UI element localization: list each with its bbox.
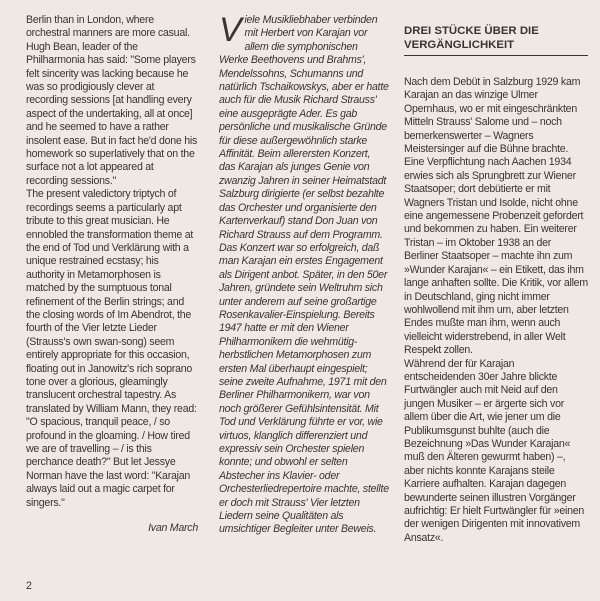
drop-cap: V	[219, 11, 242, 49]
page-number: 2	[26, 580, 32, 592]
german-section-column	[404, 14, 588, 545]
heading-rule	[404, 55, 588, 56]
german-paragraph-1: Nach dem Debüt in Salzburg 1929 kam Karajan an das winzige Ulmer Opernhaus, wo er mit eingeschränkten Mitteln Strauss' Salome und – noch bemerkenswerter – Wagners Meistersinger auf die Bühne brachte. Eine Verpflichtung nach Aachen 1934 erwies sich als Sprungbrett zur Wiener Staatsoper; dort debütierte er mit Wagners Tristan und Isolde, nicht ohne eine angemessene Probenzeit gefordert und bekommen zu haben. Ein weiterer Tristan – im Oktober 1938 an der Berliner Staatsoper – machte ihn zum »Wunder Karajan« – ein Etikett, das ihm lange anhaften sollte. Die Kritik, vor allem in Deutschland, ging nicht immer wohlwollend mit ihm um, aber letzten Endes mußte man ihm, wenn auch vielleicht widerstrebend, in aller Welt Respekt zollen.	[404, 76, 588, 357]
author-credit: Ivan March	[148, 522, 198, 535]
english-paragraph-2: The present valedictory triptych of recordings seems a particularly apt tribute to this great musician. He ennobled the transformation theme at the end of Tod und Verklärung with a unique restrained ecstasy; his authority in Metamorphosen is matched by the sumptuous tonal refinement of the Berlin strings; and the closing words of Im Abendrot, the fourth of the Vier letzte Lieder (Strauss's own swan-song) seem entirely appropriate for this occasion, floating out in Janowitz's rich soprano tone over a glorious, gleamingly translucent orchestral tapestry. As translated by William Mann, they read: "O spacious, tranquil peace, / so profound in the gloaming. / How tired we are of travelling – / is this perchance death?" But let Jessye Norman have the last word: "Karajan always laid out a magic carpet for singers."	[26, 188, 197, 509]
german-intro-paragraph	[219, 11, 389, 537]
german-paragraph-2: Während der für Karajan entscheidenden 30er Jahre blickte Furtwängler auch mit Neid auf den jungen Musiker – er ärgerte sich vor allem über die Art, wie jener um die Publikumsgunst buhlte (auch die Bezeichnung »Das Wunder Karajan« muß den Älteren gewurmt haben) –, aber nichts konnte Karajans steile Karriere aufhalten. Karajan dagegen bewunderte seinen illustren Vorgänger aufrichtig: Er hielt Furtwängler für »einen der wenigen Dirigenten mit innovativem Ansatz«.	[404, 357, 585, 544]
english-column	[26, 14, 198, 535]
english-paragraph-1: Berlin than in London, where orchestral manners are more casual. Hugh Bean, leader of the Philharmonia has said: "Some players felt sincerity was lacking because he was so prodigiously clever at recording sessions [at handling every aspect of the undertaking, all at once] and he seemed to have a rather insolent ease. But in fact he'd done his homework so superlatively that on the surface not a lot appeared at recording sessions."	[26, 14, 198, 187]
section-heading: DREI STÜCKE ÜBER DIE VERGÄNGLICHKEIT	[404, 25, 539, 51]
german-intro-text: iele Musikliebhaber verbinden mit Herbert von Karajan vor allem die symphonischen Werke Beethovens und Brahms', Mendelssohns, Schumanns und natürlich Tschaikowskys, aber er hatte auch für die Musik Richard Strauss' eine ausgeprägte Ader. Es gab persönliche und musikalische Gründe für diese außergewöhnlich starke Affinität. Beim allerersten Konzert, das Karajan als junges Genie von zwanzig Jahren in seiner Heimatstadt Salzburg dirigierte (er selbst bezahlte das Orchester und organisierte den Kartenverkauf) stand Don Juan von Richard Strauss auf dem Programm. Das Konzert war so erfolgreich, daß man Karajan ein erstes Engagement als Dirigent anbot. Später, in den 50er Jahren, gründete sein Weltruhm sich unter anderem auf seine großartige Rosenkavalier-Einspielung. Bereits 1947 hatte er mit den Wiener Philharmonikern die wehmütig-herbstlichen Metamorphosen zum ersten Mal überhaupt eingespielt; seine zweite Aufnahme, 1971 mit den Berliner Philharmonikern, war von noch größerer Gefühlsintensität. Mit Tod und Verklärung führte er vor, wie virtuos, klanglich differenziert und expressiv sein Orchester spielen konnte; und obwohl er selten Abstecher ins Klavier- oder Orchesterliedrepertoire machte, stellte er doch mit Strauss' Vier letzten Liedern seine Qualitäten als umsichtiger Begleiter unter Beweis.	[219, 14, 389, 536]
german-intro-column	[219, 11, 389, 537]
